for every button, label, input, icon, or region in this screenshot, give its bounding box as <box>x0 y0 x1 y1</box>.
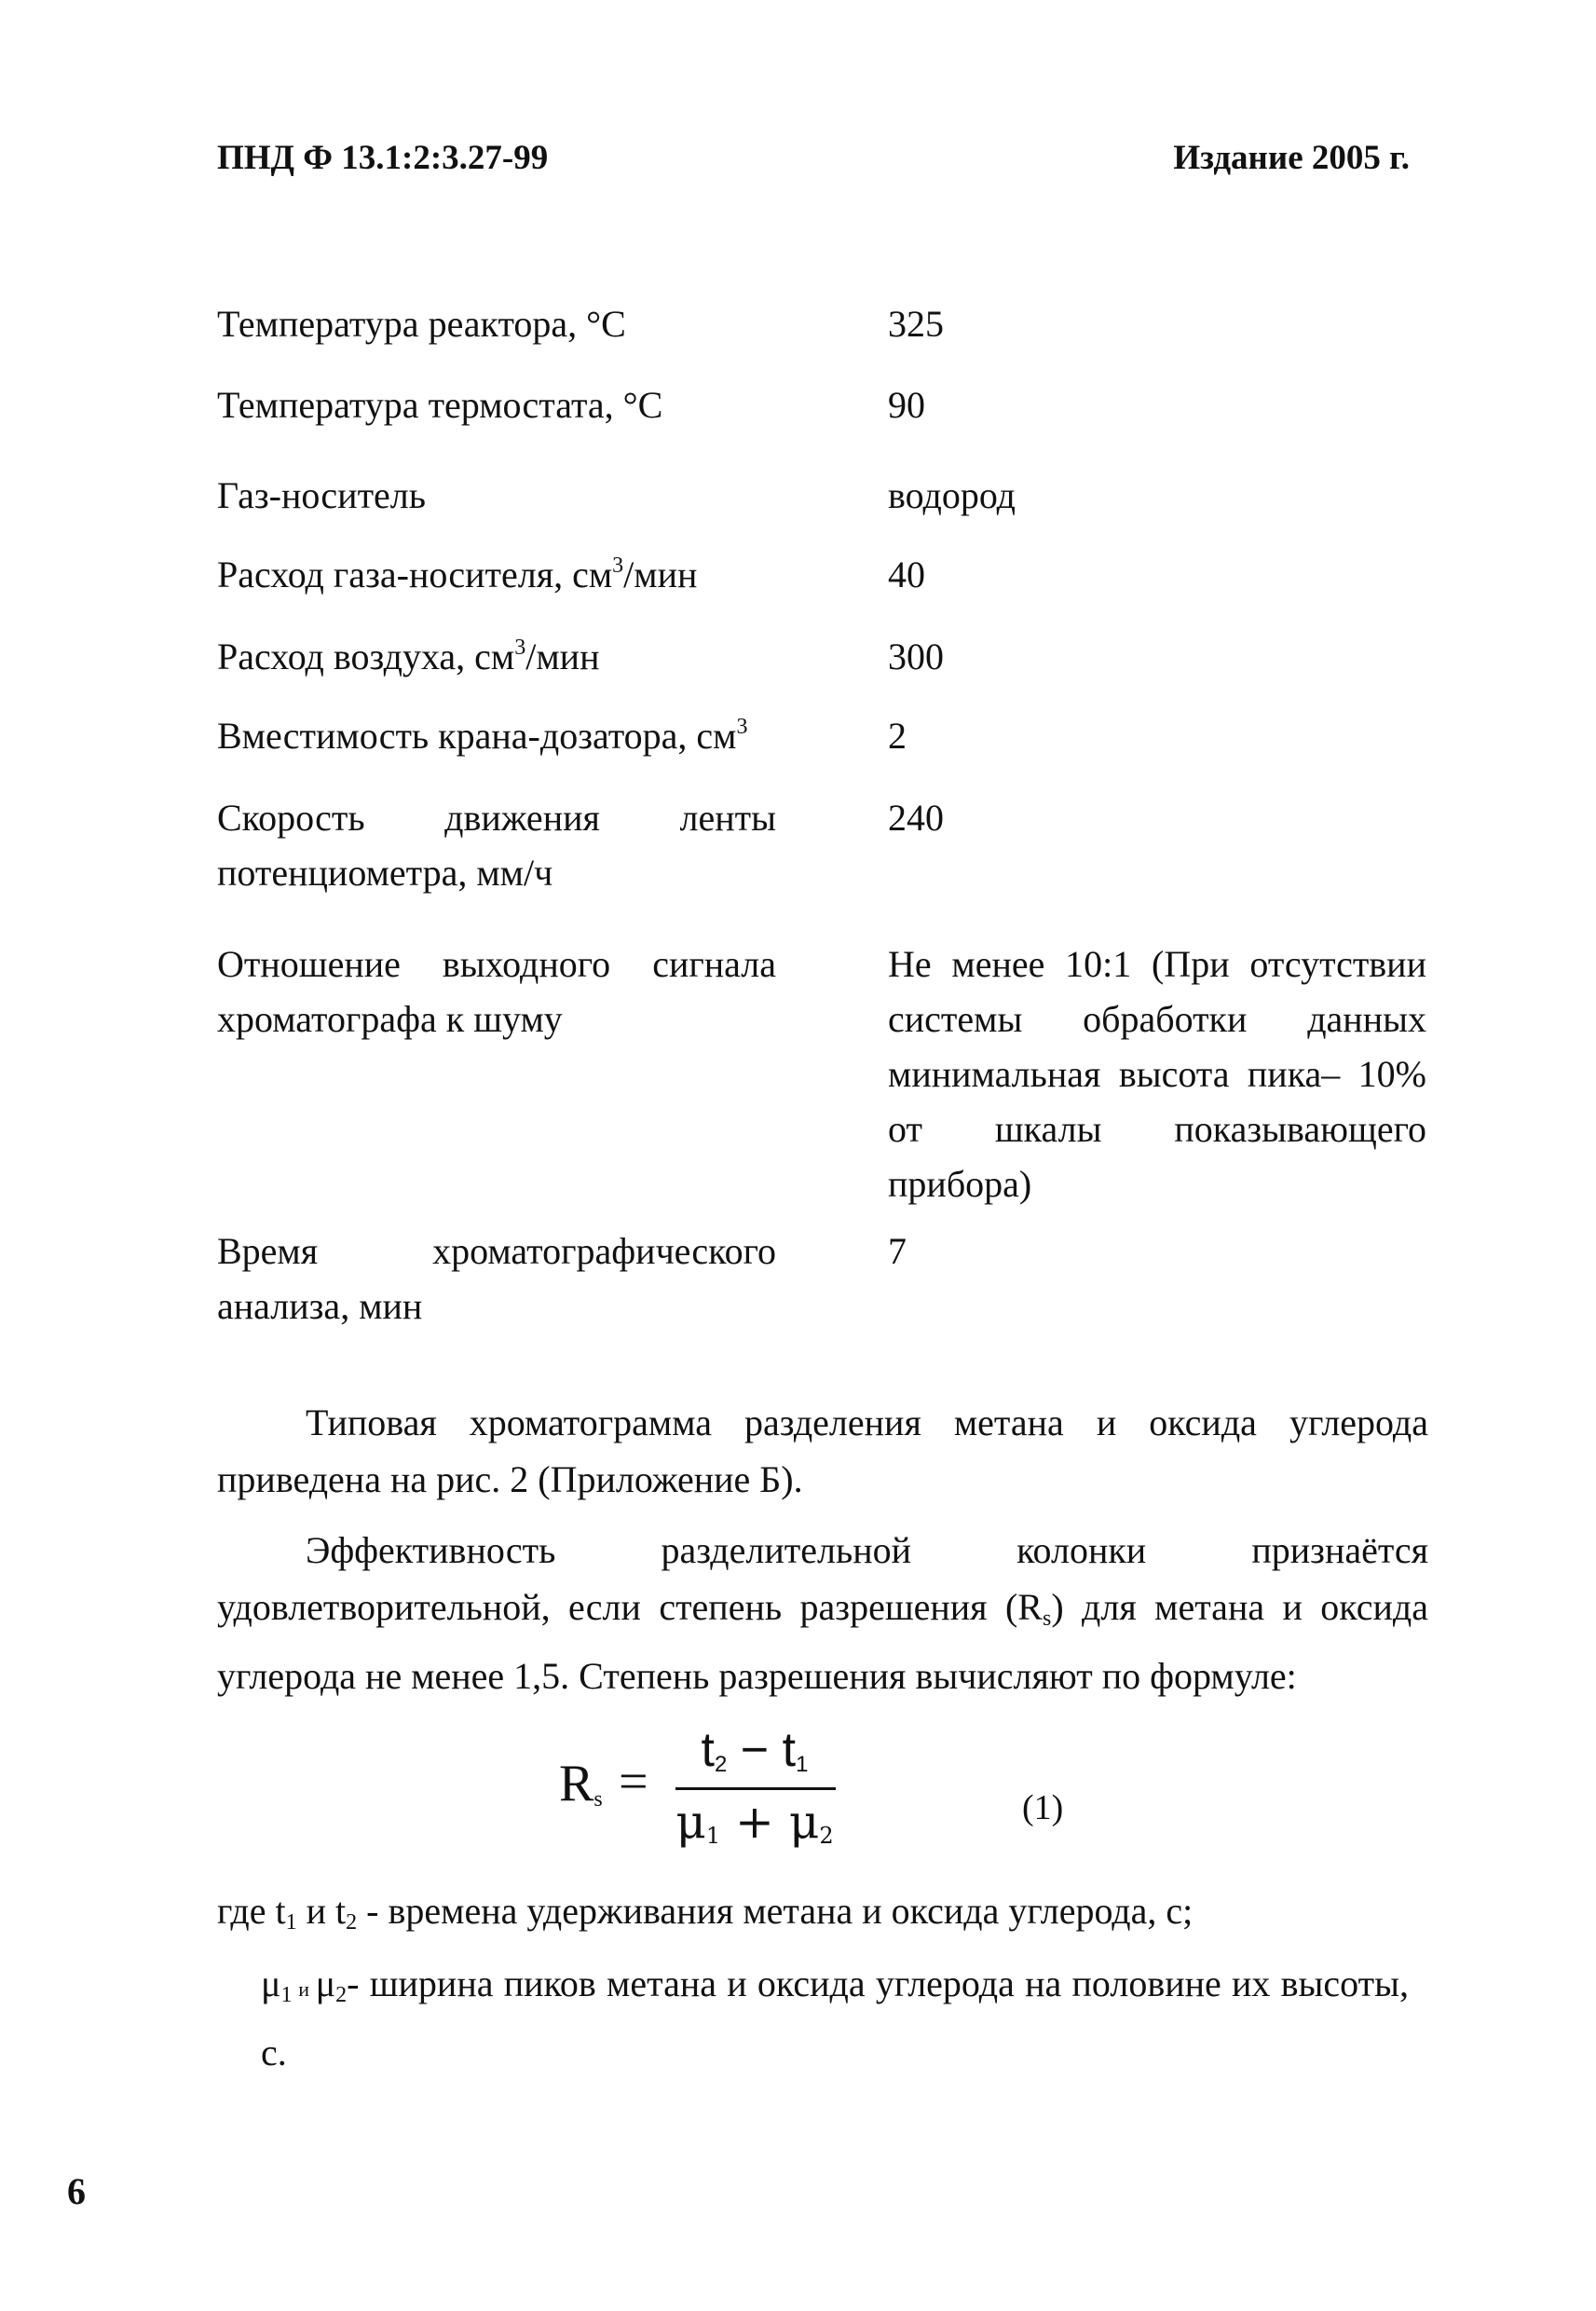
param-label: Время хроматографического анализа, мин <box>217 1230 776 1327</box>
formula-denominator: $\mu_1 + \mu_2$ <box>675 1795 834 1849</box>
param-value: 90 <box>888 384 925 426</box>
definition-t: где $t_1$ и $t_2$ - времена удерживания метана и оксида углерода, с; <box>217 1890 1194 1935</box>
param-label: Газ-носитель <box>217 474 427 516</box>
edition-label: Издание 2005 г. <box>1173 139 1410 177</box>
param-label: Температура термостата, °С <box>217 384 663 426</box>
param-value: водород <box>888 474 1016 516</box>
param-value: 2 <box>888 715 907 757</box>
param-label: Температура реактора, °С <box>217 303 626 345</box>
paragraph-chromatogram: Типовая хроматограмма разделения метана и оксида углерода приведена на рис. 2 (Приложение Б). <box>217 1402 1428 1500</box>
formula-numerator: $t_2 - t_1$ <box>701 1723 809 1777</box>
param-value: 240 <box>888 797 944 839</box>
param-value: 40 <box>888 554 925 595</box>
formula-equals: = <box>619 1753 648 1811</box>
fraction-bar <box>675 1787 836 1790</box>
page-number: 6 <box>67 2170 86 2212</box>
equation-number: (1) <box>1022 1788 1064 1827</box>
param-value: 325 <box>888 303 944 345</box>
param-label: Расход воздуха, $см^3$/мин <box>217 636 600 677</box>
param-label: Вместимость крана-дозатора, $см^3$ <box>217 715 748 757</box>
param-value: 300 <box>888 636 944 677</box>
formula-lhs: $R_s$ <box>559 1755 603 1812</box>
param-label: Скорость движения ленты потенциометра, мм/ч <box>217 797 776 894</box>
param-value: Не менее 10:1 (При отсутствии системы обработки данных минимальная высота пика– 10% от шкалы показывающего прибора) <box>888 943 1426 1205</box>
param-label: Отношение выходного сигнала хроматографа к шуму <box>217 943 776 1040</box>
definition-mu: $\mu_1$ и $\mu_2-$ ширина пиков метана и оксида углерода на половине их высоты, с. <box>261 1962 1409 2073</box>
document-code: ПНД Ф 13.1:2:3.27-99 <box>217 139 549 177</box>
resolution-formula <box>559 1715 839 1864</box>
param-value: 7 <box>888 1230 907 1272</box>
paragraph-efficiency: Эффективность разделительной колонки признаётся удовлетворительной, если степень разрешения $(R_s)$ для метана и оксида углерода не менее 1,5. Степень разрешения вычисляют по формуле: <box>217 1529 1428 1697</box>
param-label: Расход газа-носителя, $см^3$/мин <box>217 554 698 595</box>
